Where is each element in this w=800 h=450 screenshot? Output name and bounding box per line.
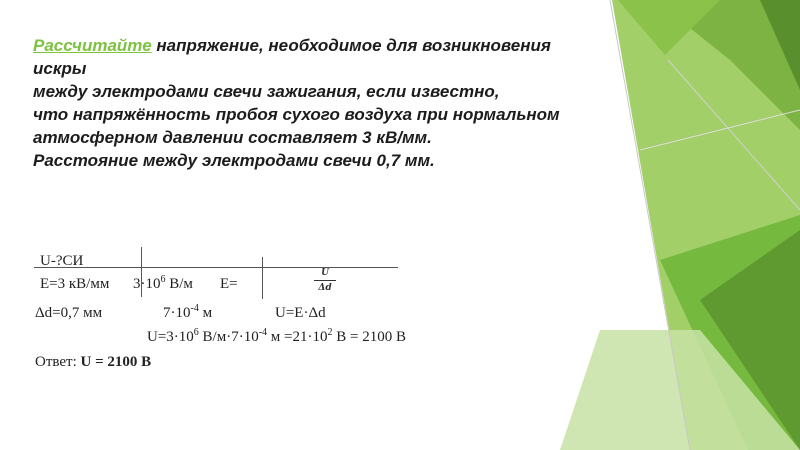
fraction-denominator: Δd [318,283,332,293]
fraction-numerator: U [321,268,329,278]
answer: Ответ: U = 2100 В [35,354,152,370]
problem-line: атмосферном давлении составляет 3 кВ/мм. [33,128,432,147]
fraction-bar [314,280,336,281]
problem-statement [33,34,673,172]
si-d: $7\cdot 10^{-4}$ м [163,303,213,321]
problem-line: между электродами свечи зажигания, если известно, [33,82,500,101]
formula-e-left: E= [220,276,238,292]
si-e: $3\cdot 10^6$ В/м [133,274,193,292]
formula-u: U=E·Δd [275,305,326,321]
given-d: Δd=0,7 мм [35,305,103,321]
given-e: E=3 кВ/мм [40,276,110,292]
fraction-u-over-d [314,268,336,293]
given-header: U-?СИ [40,253,84,269]
problem-line: искры [33,59,87,78]
table-column-divider [262,257,263,299]
calculation: $U=3\cdot 10^6$ $В/м\cdot 7\cdot 10^{-4}$ $м =21\cdot 10^2$ В = 2100 В [147,327,406,345]
problem-line: что напряжённость пробоя сухого воздуха при нормальном [33,105,560,124]
problem-line: Расстояние между электродами свечи 0,7 мм. [33,151,435,170]
table-header-divider [34,267,398,268]
problem-line: Рассчитайте напряжение, необходимое для возникновения [33,36,551,55]
highlighted-verb: Рассчитайте [33,36,152,55]
